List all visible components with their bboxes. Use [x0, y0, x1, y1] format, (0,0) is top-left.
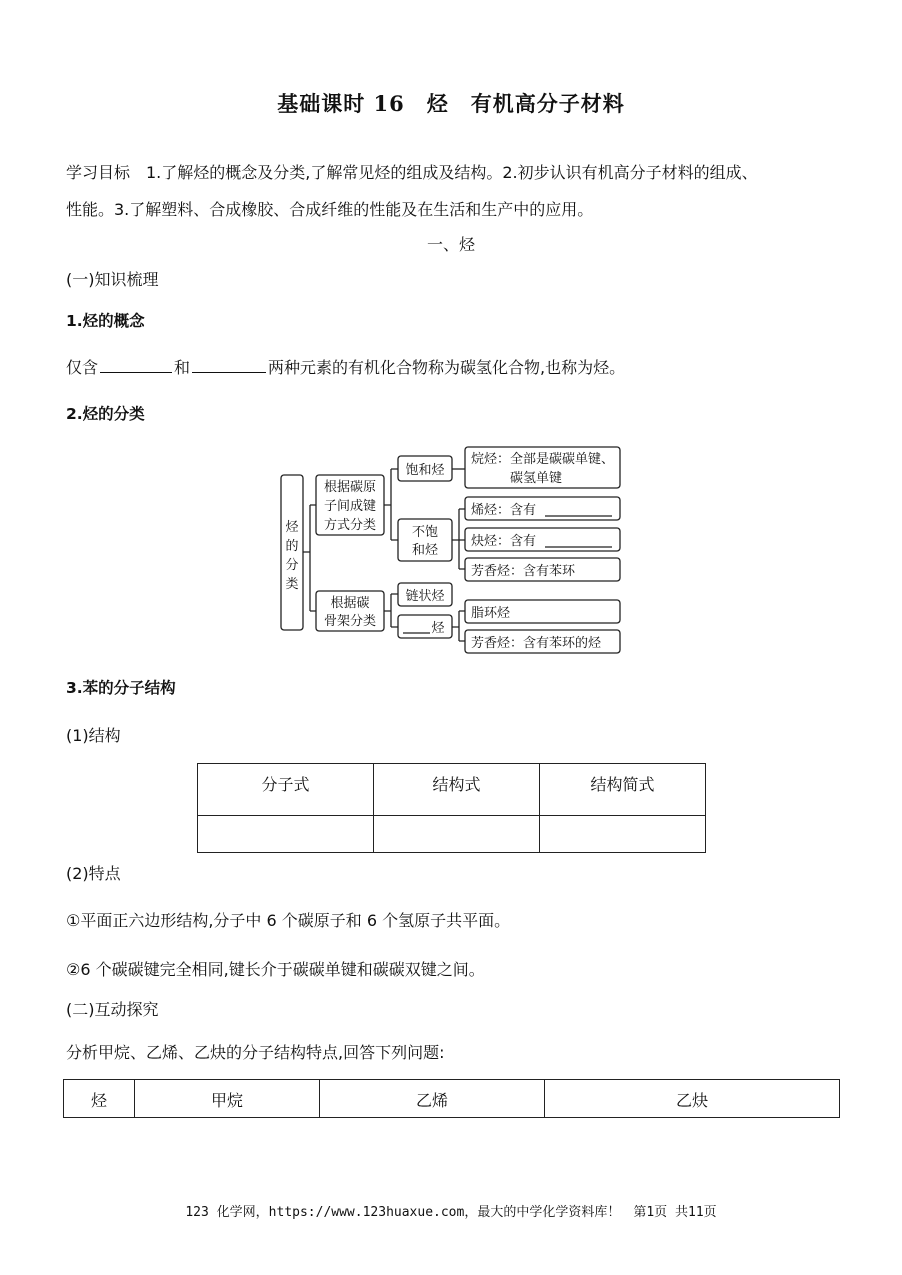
page-title: 基础课时 16 烃 有机高分子材料 — [277, 91, 625, 116]
page-footer: 123 化学网，https://www.123huaxue.com，最大的中学化学资料库！ 第1页 共11页 — [185, 1205, 717, 1220]
root-char-2: 的 — [285, 539, 299, 554]
header-hydrocarbon: 烃 — [64, 1080, 135, 1118]
unsaturated-line-2: 和烃 — [411, 543, 439, 558]
header-molecular-formula: 分子式 — [198, 764, 374, 816]
alkyne-label: 炔烃：含有 — [471, 534, 537, 549]
objectives-line-2: 性能。3.了解塑料、合成橡胶、合成纤维的性能及在生活和生产中的应用。 — [66, 200, 594, 219]
objectives-line-1: 学习目标 1.了解烃的概念及分类,了解常见烃的组成及结构。2.初步认识有机高分子材料的组成、 — [66, 163, 758, 182]
heading-classification: 2.烃的分类 — [66, 405, 145, 423]
root-char-1: 烃 — [285, 520, 299, 535]
ring-suffix-label: 烃 — [431, 621, 445, 636]
bond-type-line-2: 子间成键 — [323, 499, 377, 514]
header-condensed-formula: 结构简式 — [540, 764, 706, 816]
skeleton-line-1: 根据碳 — [330, 596, 370, 611]
alkane-line-2: 碳氢单键 — [510, 471, 563, 486]
sub-heading-features: (2)特点 — [66, 864, 121, 883]
concept-pre: 仅含 — [66, 358, 99, 377]
unsaturated-line-1: 不饱 — [411, 525, 439, 540]
saturated-label: 饱和烃 — [405, 463, 445, 478]
bond-type-line-1: 根据碳原 — [323, 480, 377, 495]
bond-type-line-3: 方式分类 — [323, 518, 377, 533]
concept-post: 两种元素的有机化合物称为碳氢化合物,也称为烃。 — [268, 358, 626, 377]
part-heading-explore: (二)互动探究 — [66, 1000, 159, 1019]
benzene-structure-table — [197, 763, 706, 853]
section-heading-hydrocarbon: 一、烃 — [426, 235, 475, 254]
aromatic-2-label: 芳香烃：含有苯环的烃 — [471, 636, 602, 651]
cell-condensed-formula[interactable] — [540, 816, 706, 853]
concept-mid: 和 — [174, 358, 191, 377]
root-char-4: 类 — [285, 577, 299, 592]
hydrocarbon-compare-table — [63, 1079, 840, 1118]
heading-benzene: 3.苯的分子结构 — [66, 679, 176, 697]
chain-label: 链状烃 — [405, 589, 445, 604]
root-char-3: 分 — [285, 558, 299, 573]
question-text: 分析甲烷、乙烯、乙炔的分子结构特点,回答下列问题: — [66, 1043, 445, 1062]
aromatic-1-label: 芳香烃：含有苯环 — [471, 564, 576, 579]
cell-structural-formula[interactable] — [374, 816, 540, 853]
header-acetylene: 乙炔 — [545, 1080, 840, 1118]
skeleton-line-2: 骨架分类 — [323, 614, 377, 629]
cell-molecular-formula[interactable] — [198, 816, 374, 853]
alkane-line-1: 烷烃：全部是碳碳单键、 — [471, 452, 615, 467]
part-heading-knowledge: (一)知识梳理 — [66, 270, 159, 289]
alicyclic-label: 脂环烃 — [471, 606, 511, 621]
feature-1: ①平面正六边形结构,分子中 6 个碳原子和 6 个氢原子共平面。 — [66, 911, 511, 930]
header-ethylene: 乙烯 — [320, 1080, 545, 1118]
header-methane: 甲烷 — [135, 1080, 320, 1118]
header-structural-formula: 结构式 — [374, 764, 540, 816]
feature-2: ②6 个碳碳键完全相同,键长介于碳碳单键和碳碳双键之间。 — [66, 960, 485, 979]
alkene-label: 烯烃：含有 — [471, 503, 537, 518]
sub-heading-structure: (1)结构 — [66, 726, 121, 745]
heading-concept: 1.烃的概念 — [66, 312, 145, 330]
